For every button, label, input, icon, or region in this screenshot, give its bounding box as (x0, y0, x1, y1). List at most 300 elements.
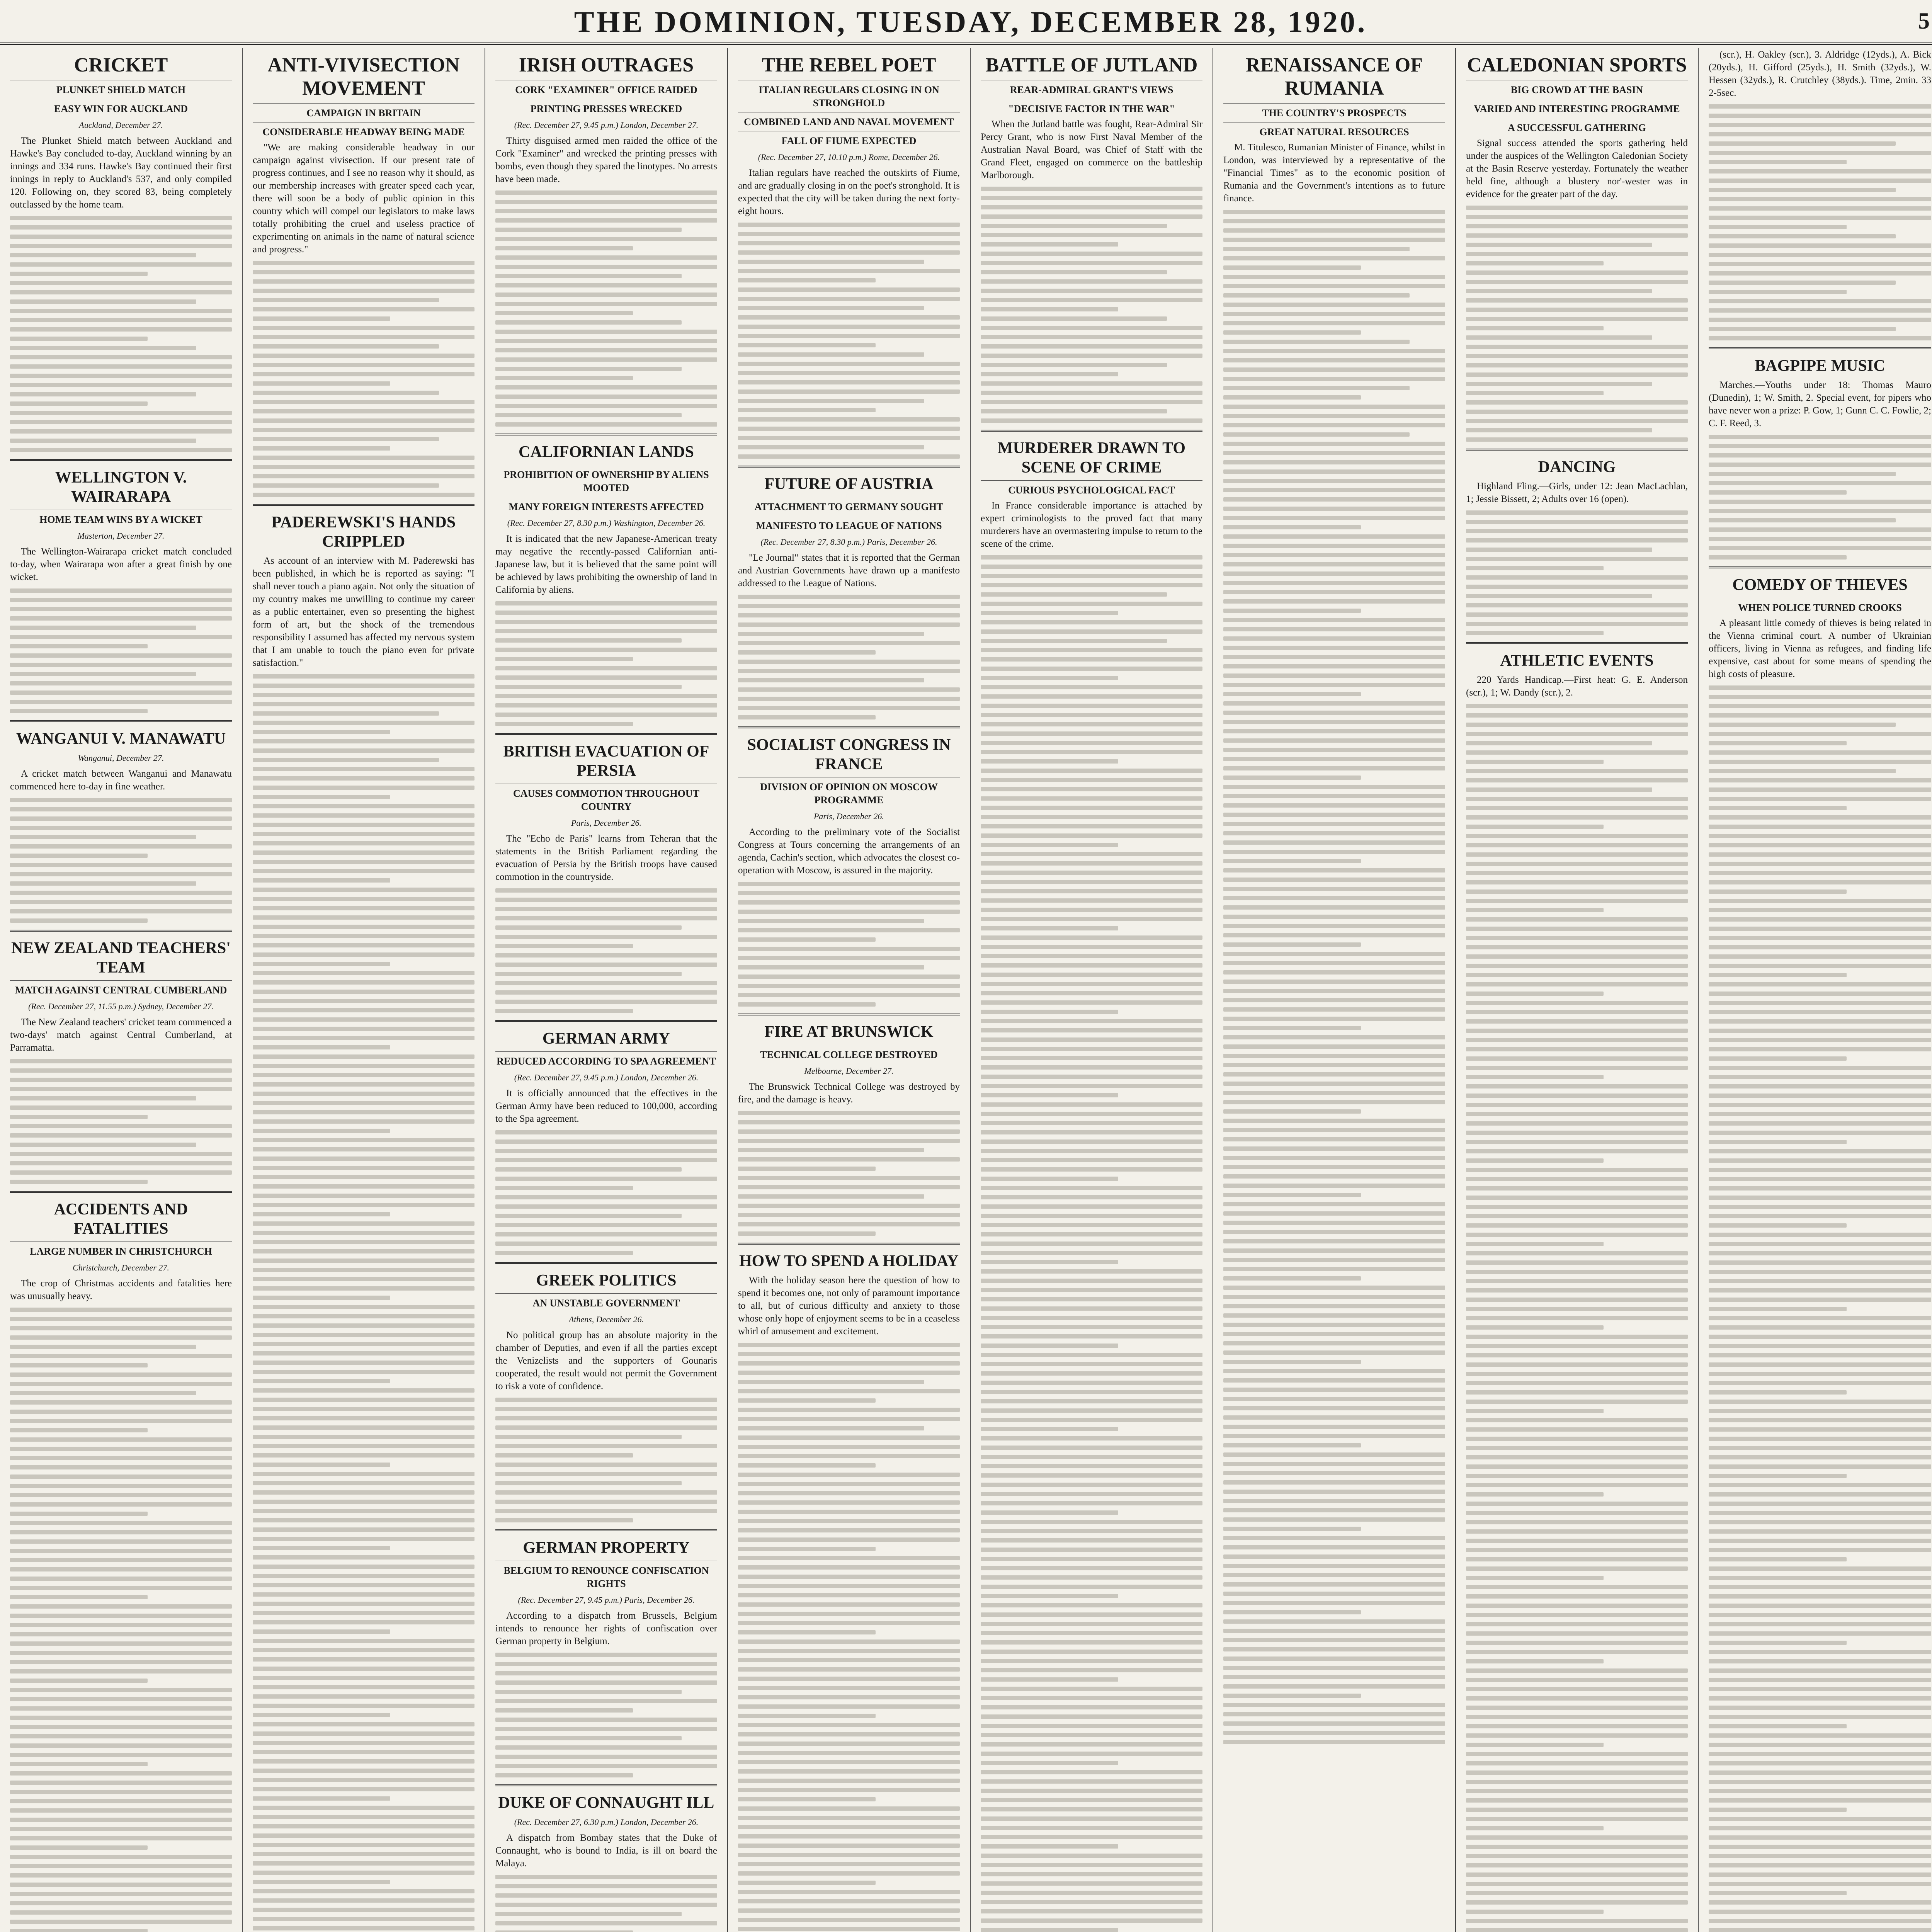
text-line (1709, 1863, 1931, 1867)
text-line (1223, 1712, 1445, 1716)
text-line (1466, 1715, 1688, 1719)
text-line (10, 272, 148, 276)
text-line (981, 335, 1202, 339)
text-line (738, 1779, 960, 1783)
text-line (981, 796, 1202, 801)
text-line (253, 1110, 474, 1114)
text-line (981, 787, 1202, 791)
text-line (1223, 1295, 1445, 1299)
text-line (1466, 437, 1688, 442)
text-line (981, 1612, 1202, 1617)
article-subheadline: A SUCCESSFUL GATHERING (1466, 118, 1688, 134)
text-line (253, 1305, 474, 1309)
text-line (1709, 964, 1931, 968)
text-line (981, 1798, 1202, 1802)
text-line (1223, 1554, 1445, 1559)
text-line (10, 807, 232, 811)
text-line (253, 1815, 474, 1819)
text-line (10, 1604, 232, 1609)
text-line (1709, 954, 1931, 959)
text-line (495, 1736, 682, 1740)
text-line (1466, 1390, 1688, 1395)
section-divider (495, 733, 717, 735)
text-line (1466, 215, 1688, 219)
text-line (1223, 590, 1445, 594)
text-line (10, 1910, 232, 1915)
text-line (1709, 104, 1931, 109)
text-line (981, 620, 1202, 624)
text-line (1466, 1752, 1688, 1756)
text-line (10, 1143, 196, 1147)
text-line (981, 1112, 1202, 1116)
text-line (495, 953, 717, 957)
text-line (253, 1713, 390, 1717)
text-line (10, 337, 148, 341)
article (10, 459, 232, 713)
text-line (738, 1834, 960, 1838)
text-line (10, 700, 232, 704)
text-line (738, 1463, 876, 1468)
text-line (1223, 1480, 1445, 1485)
text-line (495, 265, 717, 269)
text-line (1223, 776, 1361, 780)
text-line (495, 1671, 717, 1675)
section-divider (1466, 642, 1688, 644)
text-line (1709, 1251, 1931, 1255)
text-line (10, 1660, 232, 1664)
text-line (1709, 843, 1931, 847)
text-line (253, 1685, 474, 1689)
text-line (10, 918, 148, 923)
text-line (1223, 664, 1445, 668)
text-line (253, 298, 439, 302)
text-line (1466, 1362, 1688, 1367)
text-line (495, 601, 717, 605)
text-line (1709, 463, 1931, 467)
text-line (1709, 1010, 1931, 1014)
text-line (981, 1149, 1202, 1153)
text-line (738, 352, 924, 357)
text-line (1466, 843, 1688, 847)
text-line (495, 228, 682, 232)
text-line (981, 852, 1202, 856)
text-line (1223, 1564, 1445, 1568)
text-line (981, 1056, 1202, 1060)
text-line (981, 187, 1202, 191)
text-line (1466, 1464, 1688, 1469)
text-line (1466, 1418, 1688, 1422)
text-line (1466, 510, 1688, 515)
text-line (738, 1454, 960, 1458)
text-line (981, 1640, 1202, 1645)
text-line (1466, 1539, 1688, 1543)
text-line (495, 1930, 633, 1932)
text-line (1709, 1761, 1931, 1765)
text-line (10, 1734, 232, 1738)
article-body: The "Echo de Paris" learns from Teheran that the statements in the British Parliament regarding the evacuation of Persia by the British troops have caused commotion in the countryside. (495, 833, 717, 882)
text-line (1709, 704, 1931, 708)
text-line (10, 1317, 232, 1321)
text-line (738, 882, 960, 886)
text-line (1709, 1168, 1931, 1172)
text-line (10, 1502, 232, 1507)
text-line (1709, 169, 1931, 173)
text-line (738, 1343, 960, 1347)
text-line (1709, 537, 1931, 541)
text-line (495, 1708, 633, 1713)
text-line (10, 1845, 148, 1850)
text-line (10, 635, 232, 639)
text-line (495, 320, 682, 325)
text-line (10, 1512, 148, 1516)
text-line (1223, 1044, 1445, 1049)
article-dateline: Auckland, December 27. (79, 120, 163, 130)
text-line (1223, 673, 1445, 678)
text-line (981, 1492, 1202, 1496)
article (738, 1243, 960, 1468)
text-line (1466, 908, 1604, 912)
text-line (1466, 787, 1652, 792)
text-line (253, 1268, 474, 1272)
text-line (1223, 1276, 1361, 1281)
text-line (1466, 927, 1688, 931)
text-line (495, 1242, 717, 1246)
text-line (10, 1115, 148, 1119)
text-line (253, 943, 474, 947)
article (1709, 566, 1931, 810)
text-line (1709, 518, 1896, 522)
text-line (495, 395, 717, 399)
text-line (981, 759, 1118, 764)
text-line (981, 1334, 1202, 1338)
text-line (1223, 1091, 1445, 1095)
article-subheadline: TECHNICAL COLLEGE DESTROYED (738, 1045, 960, 1061)
article-headline: RENAISSANCE OF RUMANIA (1246, 54, 1423, 99)
text-line (1466, 954, 1688, 959)
text-line (1709, 1205, 1931, 1209)
text-line (981, 824, 1202, 828)
text-line (981, 694, 1202, 699)
text-line (1709, 1900, 1931, 1905)
text-line (1223, 219, 1445, 223)
text-line (495, 376, 633, 380)
text-line (1223, 1054, 1445, 1058)
text-line (10, 1771, 232, 1776)
text-line (981, 704, 1202, 708)
text-line (495, 200, 717, 204)
text-line (981, 1399, 1202, 1403)
text-line (981, 889, 1202, 893)
text-line (981, 1520, 1202, 1524)
text-line (10, 1558, 232, 1562)
text-line (495, 1903, 717, 1907)
text-line (981, 898, 1202, 903)
text-line (495, 1167, 682, 1172)
text-line (1709, 1529, 1931, 1534)
column-8 (1699, 48, 1932, 1932)
text-line (981, 574, 1202, 578)
text-line (738, 408, 876, 412)
text-line (253, 400, 474, 404)
text-line (1466, 1029, 1688, 1033)
text-line (1466, 1205, 1688, 1209)
text-line (738, 1704, 960, 1709)
section-divider (738, 466, 960, 468)
text-line (1466, 335, 1652, 340)
article-body: The Plunket Shield match between Auckland and Hawke's Bay concluded to-day, Auckland winning by an innings and 334 runs. Hawke's Bay continued their first innings in reply to Auckland's 537, and only compiled 120. Following on, they scored 83, being completely outclassed by the home team. (10, 136, 232, 210)
article-body: When the Jutland battle was fought, Rear-Admiral Sir Percy Grant, who is now First Naval Member of the Australian Naval Board, was Chief of Staff with the Grand Fleet, engaged on commerce on the battleship Marlborough. (981, 119, 1202, 180)
text-line (1223, 377, 1445, 381)
text-line (981, 1501, 1202, 1505)
text-line (738, 389, 960, 394)
article-body: Highland Fling.—Girls, under 12: Jean MacLachlan, 1; Jessie Bissett, 2; Adults over 16 (open). (1466, 481, 1688, 504)
text-line (981, 1028, 1202, 1032)
text-line (253, 1926, 474, 1930)
text-line (495, 1204, 717, 1209)
text-line (981, 1288, 1202, 1292)
section-divider (495, 1529, 717, 1531)
text-line (1466, 1594, 1688, 1599)
text-line (738, 947, 960, 951)
text-line (738, 1742, 960, 1746)
text-line (1466, 345, 1688, 349)
text-line (10, 1105, 232, 1110)
text-line (1709, 1752, 1931, 1756)
text-line (981, 1418, 1202, 1422)
text-line (1466, 1826, 1604, 1830)
text-line (1466, 889, 1688, 894)
text-line (738, 1677, 960, 1681)
text-line (1223, 1517, 1445, 1522)
text-line (1709, 290, 1847, 294)
text-line (495, 302, 717, 306)
text-line (495, 907, 717, 911)
text-line (1466, 880, 1688, 884)
text-line (495, 1009, 633, 1013)
text-line (1466, 992, 1604, 996)
text-line (1466, 354, 1688, 358)
text-line (1223, 1369, 1445, 1373)
text-line (253, 1416, 474, 1420)
text-line (10, 1059, 232, 1063)
text-line (10, 1669, 232, 1673)
text-line (981, 1538, 1202, 1543)
text-line (1709, 889, 1847, 894)
text-line (1223, 683, 1445, 687)
article-dateline: (Rec. December 27, 10.10 p.m.) Rome, December 26. (758, 152, 940, 162)
text-line (1223, 1675, 1445, 1679)
text-line (981, 1167, 1202, 1172)
text-line (10, 1864, 232, 1868)
text-line (1223, 330, 1361, 335)
text-line (1709, 1678, 1931, 1682)
text-line (1223, 711, 1445, 715)
text-line (981, 1242, 1202, 1246)
text-line (1223, 1174, 1445, 1179)
text-line (253, 354, 474, 358)
text-line (1709, 1223, 1847, 1228)
text-line (981, 1687, 1202, 1691)
text-line (253, 409, 474, 413)
text-line (1223, 275, 1445, 279)
text-line (495, 1407, 717, 1411)
text-line (1223, 1109, 1361, 1114)
text-line (1466, 206, 1688, 210)
text-line (1223, 1666, 1445, 1670)
text-line (1709, 1260, 1931, 1265)
text-line (1466, 1344, 1688, 1348)
text-line (1223, 1601, 1445, 1605)
text-line (1466, 1168, 1688, 1172)
text-line (738, 1547, 876, 1551)
article (981, 54, 1202, 423)
text-line (253, 1351, 474, 1355)
article-subheadline: PLUNKET SHIELD MATCH (10, 80, 232, 97)
text-line (1466, 1353, 1688, 1357)
text-line (1466, 1056, 1688, 1061)
text-line (10, 1790, 232, 1794)
text-line (1709, 1400, 1931, 1404)
section-divider (738, 1014, 960, 1015)
text-line (1223, 1323, 1445, 1327)
article (10, 54, 232, 452)
text-line (1709, 1872, 1931, 1877)
text-line (495, 1186, 633, 1190)
text-line (1223, 1017, 1445, 1021)
article-body: The Brunswick Technical College was destroyed by fire, and the damage is heavy. (738, 1082, 960, 1105)
text-line (738, 1157, 960, 1162)
text-line (253, 804, 474, 808)
text-line (495, 209, 717, 213)
text-line (10, 1308, 232, 1312)
text-line (1466, 1214, 1688, 1218)
text-line (981, 1251, 1202, 1255)
text-line (738, 241, 960, 245)
text-line (1709, 1047, 1931, 1051)
text-line (738, 1881, 876, 1885)
text-line (738, 1862, 960, 1866)
article (1709, 347, 1931, 560)
article-body: According to a dispatch from Brussels, Belgium intends to renounce her rights of confiscation over German property in Belgium. (495, 1611, 717, 1646)
text-line (10, 653, 232, 658)
article-subheadline: COMBINED LAND AND NAVAL MOVEMENT (738, 112, 960, 129)
text-line (495, 404, 717, 408)
text-line (1466, 1112, 1688, 1116)
text-line (738, 928, 960, 932)
text-line (253, 702, 474, 706)
text-line (738, 1380, 924, 1384)
text-line (1223, 1332, 1445, 1336)
text-line (738, 687, 960, 692)
text-line (1223, 284, 1445, 288)
text-line (10, 1632, 232, 1636)
text-line (738, 604, 960, 608)
text-line (981, 344, 1202, 349)
text-line (10, 318, 232, 322)
text-line (495, 274, 682, 278)
text-line (1709, 992, 1931, 996)
text-line (981, 316, 1167, 321)
text-line (1223, 1684, 1445, 1689)
text-line (1709, 308, 1931, 313)
text-line (1223, 813, 1445, 817)
article-body: 220 Yards Handicap.—First heat: G. E. Anderson (scr.), 1; W. Dandy (scr.), 2. (1466, 675, 1688, 698)
article (1466, 54, 1688, 442)
text-line (1223, 1582, 1445, 1587)
text-line (495, 1500, 717, 1504)
text-line (981, 1752, 1202, 1756)
text-line (1466, 261, 1604, 265)
article-headline: NEW ZEALAND TEACHERS' TEAM (11, 939, 231, 976)
text-line (1709, 1882, 1931, 1886)
text-line (495, 675, 717, 680)
text-line (10, 216, 232, 220)
article-headline: THE REBEL POET (762, 54, 936, 76)
text-line (981, 945, 1202, 949)
text-line (738, 287, 960, 292)
text-line (738, 1890, 960, 1894)
article (495, 54, 717, 427)
section-divider (10, 930, 232, 932)
text-line (1709, 1279, 1931, 1283)
text-line (495, 1453, 633, 1458)
text-line (253, 999, 474, 1003)
text-line (981, 1408, 1202, 1413)
article-subheadline: REAR-ADMIRAL GRANT'S VIEWS (981, 80, 1202, 97)
text-line (738, 1194, 924, 1199)
text-line (10, 1521, 232, 1525)
text-line (253, 1064, 474, 1068)
text-line (495, 1177, 717, 1181)
text-line (738, 1519, 960, 1523)
article (1709, 48, 1931, 340)
text-line (1709, 973, 1847, 977)
text-line (738, 660, 960, 664)
text-line (1709, 271, 1931, 276)
text-line (253, 1824, 474, 1828)
text-line (495, 888, 717, 893)
text-line (738, 417, 960, 422)
text-line (495, 283, 717, 287)
text-line (1709, 299, 1931, 303)
text-line (981, 1779, 1202, 1784)
article-headline: IRISH OUTRAGES (519, 54, 694, 76)
text-line (1466, 1196, 1688, 1200)
text-line (495, 237, 717, 241)
text-line (738, 1769, 960, 1774)
text-line (253, 693, 474, 697)
text-line (981, 1816, 1202, 1821)
text-line (1709, 1418, 1931, 1422)
text-line (981, 1102, 1202, 1107)
text-line (495, 1653, 717, 1657)
text-line (10, 1836, 232, 1840)
text-line (1223, 961, 1445, 965)
section-divider (495, 1784, 717, 1786)
text-line (1709, 871, 1931, 875)
text-line (253, 1212, 390, 1216)
article-body: Marches.—Youths under 18: Thomas Mauro (Dunedin), 1; W. Smith, 2. Special event, for pipers who have never won a prize: P. Gow, 1; Gunn C. C. Fowlie, 2; C. F. Reed, 3. (1709, 380, 1931, 429)
text-line (1466, 1770, 1688, 1775)
text-line (1223, 1035, 1445, 1039)
text-line (10, 1679, 148, 1683)
text-line (495, 1251, 633, 1255)
text-line (253, 1490, 474, 1495)
text-line (1466, 631, 1604, 635)
text-line (10, 872, 232, 876)
text-line (1709, 1427, 1931, 1432)
article (1466, 449, 1688, 635)
